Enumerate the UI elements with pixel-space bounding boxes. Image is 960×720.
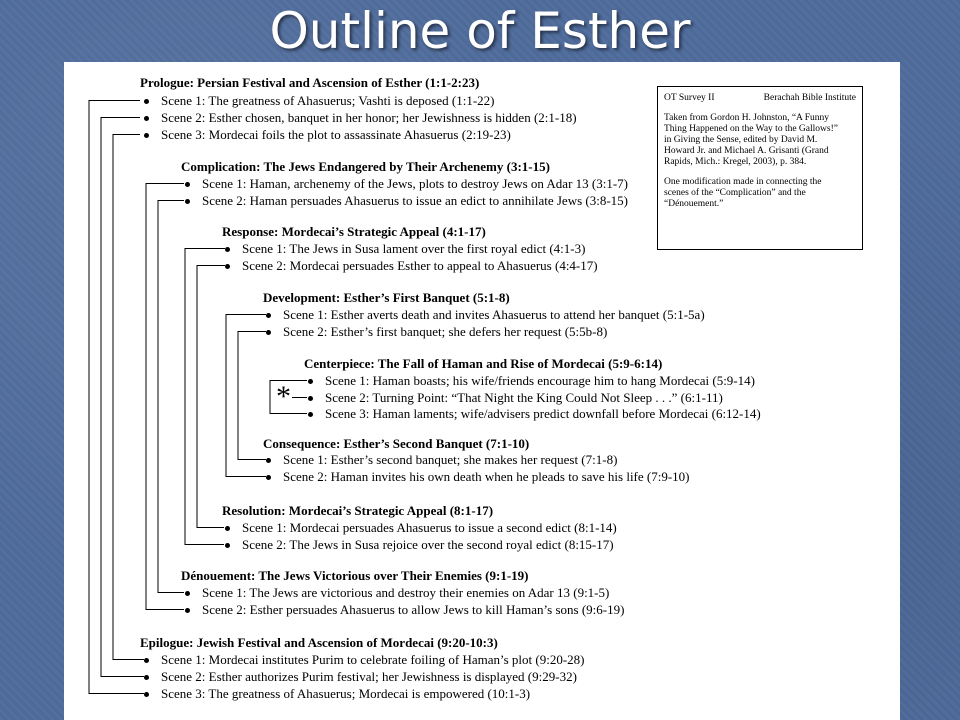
- scene-text: Scene 1: Mordecai persuades Ahasuerus to issue a second edict (8:1-14): [242, 520, 617, 535]
- scene-text: Scene 1: The Jews in Susa lament over the first royal edict (4:1-3): [242, 241, 586, 256]
- slide-title: Outline of Esther: [269, 2, 691, 60]
- section-heading-resolution: Resolution: Mordecai’s Strategic Appeal (8:1-17): [222, 503, 494, 518]
- scene-text: Scene 2: Esther persuades Ahasuerus to allow Jews to kill Haman’s sons (9:6-19): [202, 602, 625, 617]
- bullet-icon: [185, 182, 190, 187]
- bullet-icon: [144, 692, 149, 697]
- modification-note: [664, 177, 856, 210]
- denouement-scene-1: [202, 585, 609, 601]
- section-heading-response: Response: Mordecai’s Strategic Appeal (4:1-17): [222, 224, 486, 239]
- scene-text: Scene 2: Esther’s first banquet; she defers her request (5:5b-8): [283, 324, 608, 339]
- section-heading-denouement: Dénouement: The Jews Victorious over Their Enemies (9:1-19): [181, 568, 529, 583]
- connector-prologue-epilogue-scene2: [101, 118, 144, 677]
- development-scene-2: [283, 324, 607, 340]
- epilogue-scene-3: [161, 686, 530, 702]
- source-line: Thing Happened on the Way to the Gallows!”: [664, 124, 838, 134]
- bullet-icon: [225, 247, 230, 252]
- bullet-icon: [144, 99, 149, 104]
- resolution-scene-2: [242, 537, 614, 553]
- section-heading-development: Development: Esther’s First Banquet (5:1-8): [263, 290, 510, 305]
- centerpiece-scene-2: [325, 390, 723, 406]
- connector-complication-denouement-scene1: [146, 184, 184, 610]
- source-info-box: [657, 86, 863, 250]
- centerpiece-scene-1: [325, 373, 755, 389]
- connector-prologue-epilogue-scene3: [113, 135, 144, 660]
- connector-response-resolution-scene1: [185, 249, 225, 545]
- section-heading-complication: Complication: The Jews Endangered by Their Archenemy (3:1-15): [181, 159, 550, 174]
- note-line: “Dénouement.”: [664, 199, 724, 209]
- section-heading-prologue: Prologue: Persian Festival and Ascension of Esther (1:1-2:23): [140, 75, 480, 90]
- scene-text: Scene 2: Esther authorizes Purim festival; her Jewishness is displayed (9:29-32): [161, 669, 577, 684]
- source-line: Howard Jr. and Michael A. Grisanti (Grand: [664, 146, 829, 156]
- response-scene-2: [242, 258, 598, 274]
- source-line: Taken from Gordon H. Johnston, “A Funny: [664, 113, 830, 123]
- denouement-scene-2: [202, 602, 624, 618]
- bullet-icon: [144, 133, 149, 138]
- bullet-icon: [308, 396, 313, 401]
- complication-scene-2: [202, 193, 628, 209]
- bullet-icon: [308, 379, 313, 384]
- consequence-scene-2: [283, 469, 690, 485]
- scene-text: Scene 2: Turning Point: “That Night the King Could Not Sleep . . .” (6:1-11): [325, 390, 723, 405]
- bullet-icon: [266, 458, 271, 463]
- epilogue-scene-1: [161, 652, 584, 668]
- source-line: Rapids, Mich.: Kregel, 2003), p. 384.: [664, 157, 807, 167]
- section-heading-epilogue: Epilogue: Jewish Festival and Ascension of Mordecai (9:20-10:3): [140, 635, 498, 650]
- centerpiece-star-marker: *: [276, 380, 291, 413]
- scene-text: Scene 2: Mordecai persuades Esther to appeal to Ahasuerus (4:4-17): [242, 258, 598, 273]
- bullet-icon: [266, 475, 271, 480]
- bullet-icon: [266, 313, 271, 318]
- bullet-icon: [225, 526, 230, 531]
- institute-label: Berachah Bible Institute: [763, 93, 856, 103]
- scene-text: Scene 2: Haman persuades Ahasuerus to issue an edict to annihilate Jews (3:8-15): [202, 193, 628, 208]
- scene-text: Scene 1: Esther’s second banquet; she makes her request (7:1-8): [283, 452, 618, 467]
- scene-text: Scene 1: Mordecai institutes Purim to celebrate foiling of Haman’s plot (9:20-28): [161, 652, 585, 667]
- connector-complication-denouement-scene2: [158, 201, 184, 593]
- connector-prologue-epilogue-scene1: [89, 101, 144, 694]
- bullet-icon: [185, 591, 190, 596]
- prologue-scene-1: [161, 93, 494, 109]
- bullet-icon: [225, 543, 230, 548]
- prologue-scene-3: [161, 127, 511, 143]
- prologue-scene-2: [161, 110, 577, 126]
- bullet-icon: [144, 658, 149, 663]
- scene-text: Scene 1: The Jews are victorious and destroy their enemies on Adar 13 (9:1-5): [202, 585, 610, 600]
- note-line: scenes of the “Complication” and the: [664, 188, 806, 198]
- scene-text: Scene 1: Haman boasts; his wife/friends encourage him to hang Mordecai (5:9-14): [325, 373, 755, 388]
- development-scene-1: [283, 307, 705, 323]
- section-heading-centerpiece: Centerpiece: The Fall of Haman and Rise of Mordecai (5:9-6:14): [304, 356, 663, 371]
- scene-text: Scene 1: The greatness of Ahasuerus; Vashti is deposed (1:1-22): [161, 93, 495, 108]
- scene-text: Scene 3: The greatness of Ahasuerus; Mordecai is empowered (10:1-3): [161, 686, 531, 701]
- scene-text: Scene 2: Esther chosen, banquet in her honor; her Jewishness is hidden (2:1-18): [161, 110, 577, 125]
- bullet-icon: [225, 264, 230, 269]
- scene-text: Scene 3: Mordecai foils the plot to assassinate Ahasuerus (2:19-23): [161, 127, 511, 142]
- bullet-icon: [185, 199, 190, 204]
- connector-response-resolution-scene2: [197, 266, 225, 528]
- complication-scene-1: [202, 176, 628, 192]
- resolution-scene-1: [242, 520, 617, 536]
- scene-text: Scene 2: The Jews in Susa rejoice over the second royal edict (8:15-17): [242, 537, 614, 552]
- section-heading-consequence: Consequence: Esther’s Second Banquet (7:1-10): [263, 436, 530, 451]
- consequence-scene-1: [283, 452, 617, 468]
- note-line: One modification made in connecting the: [664, 177, 822, 187]
- centerpiece-scene-3: [325, 406, 761, 422]
- source-citation: [664, 113, 856, 168]
- bullet-icon: [144, 116, 149, 121]
- response-scene-1: [242, 241, 585, 257]
- scene-text: Scene 1: Esther averts death and invites Ahasuerus to attend her banquet (5:1-5a): [283, 307, 705, 322]
- bullet-icon: [144, 675, 149, 680]
- connector-development-consequence-scene1: [226, 315, 266, 477]
- bullet-icon: [185, 608, 190, 613]
- course-label: OT Survey II: [664, 93, 715, 103]
- scene-text: Scene 1: Haman, archenemy of the Jews, plots to destroy Jews on Adar 13 (3:1-7): [202, 176, 629, 191]
- connector-development-consequence-scene2: [238, 332, 266, 460]
- bullet-icon: [308, 412, 313, 417]
- source-line: in Giving the Sense, edited by David M.: [664, 135, 818, 145]
- outline-document: [64, 62, 900, 720]
- epilogue-scene-2: [161, 669, 577, 685]
- scene-text: Scene 3: Haman laments; wife/advisers predict downfall before Mordecai (6:12-14): [325, 406, 761, 421]
- bullet-icon: [266, 330, 271, 335]
- scene-text: Scene 2: Haman invites his own death when he pleads to save his life (7:9-10): [283, 469, 690, 484]
